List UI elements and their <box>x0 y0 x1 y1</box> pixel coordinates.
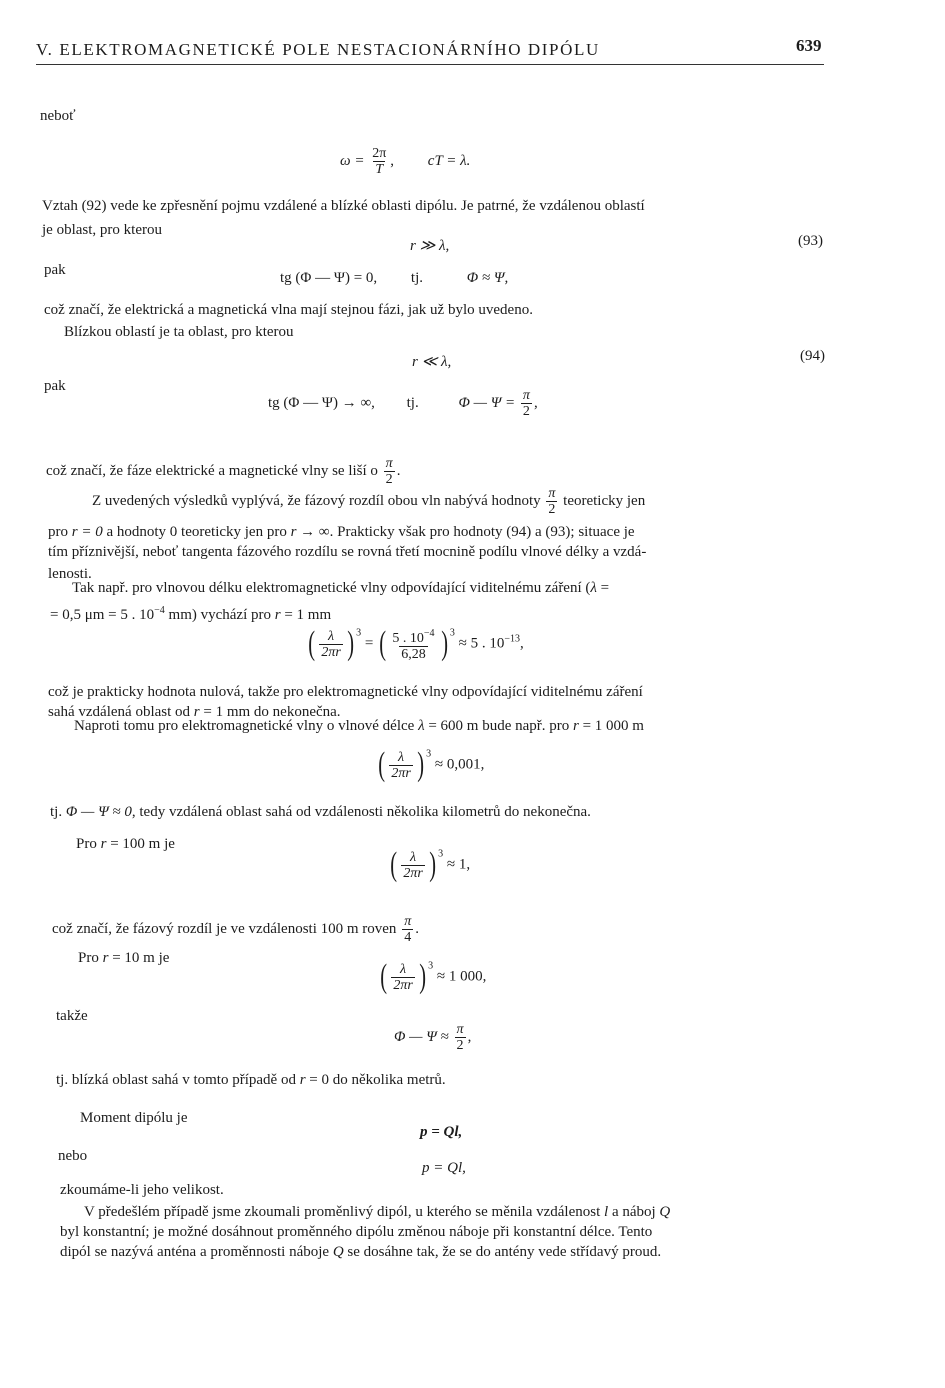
text-coz-3-2: sahá vzdálená oblast od r = 1 mm do nekonečna. <box>48 704 341 720</box>
text-nebot: neboť <box>40 108 76 124</box>
text-vpred-2: byl konstantní; je možné dosáhnout proměnného dipólu změnou náboje při konstantní délce. Tento <box>60 1224 653 1240</box>
text-tak-1: Tak např. pro vlnovou délku elektromagnetické vlny odpovídající viditelnému záření (λ = <box>72 580 610 596</box>
math-r-ll-lambda: r ≪ λ, <box>412 354 452 370</box>
text-blizkou: Blízkou oblastí je ta oblast, pro kterou <box>64 324 294 340</box>
equation-number-94: (94) <box>800 348 825 364</box>
page-number: 639 <box>796 36 822 55</box>
text-vztah-2: je oblast, pro kterou <box>42 222 162 238</box>
equation-radio-1000m: ( $\frac{\lambda}{2\pi r}$ ) $^3$ ≈ 0,001, <box>378 746 485 783</box>
running-header: V. ELEKTROMAGNETICKÉ POLE NESTACIONÁRNÍHO DIPÓLU <box>36 40 600 59</box>
math-tg-2: tg (Φ — Ψ) → ∞, tj. Φ — Ψ = $\frac{\pi}{2}$ , <box>268 388 538 419</box>
text-z-uvedenych-1: Z uvedených výsledků vyplývá, že fázový rozdíl obou vln nabývá hodnoty $\frac{\pi}{2}$ teoreticky jen <box>92 486 646 517</box>
text-takze: takže <box>56 1008 88 1024</box>
equation-omega: ω = $\frac{2\pi}{T}$ , cT = λ. <box>340 146 471 177</box>
text-tj-1: tj. Φ — Ψ ≈ 0, tedy vzdálená oblast sahá od vzdálenosti několika kilometrů do nekonečna. <box>50 804 591 820</box>
text-coz-3-1: což je prakticky hodnota nulová, takže pro elektromagnetické vlny odpovídající viditelnému záření <box>48 684 643 700</box>
math-r-gg-lambda: r ≫ λ, <box>410 238 450 254</box>
equation-100m: ( $\frac{\lambda}{2\pi r}$ ) $^3$ ≈ 1, <box>390 846 471 883</box>
text-zkoumame: zkoumáme-li jeho velikost. <box>60 1182 224 1198</box>
math-tg-1: tg (Φ — Ψ) = 0, tj. Φ ≈ Ψ, <box>280 270 509 286</box>
text-z-uvedenych-2: pro r = 0 a hodnoty 0 teoreticky jen pro r → ∞. Prakticky však pro hodnoty (94) a (93); situace je <box>48 524 635 540</box>
equation-number-93: (93) <box>798 233 823 249</box>
text-nebo: nebo <box>58 1148 88 1164</box>
text-pro-10: Pro r = 10 m je <box>78 950 170 966</box>
text-tak-2: = 0,5 μm = 5 . $10^{-4}$ mm) vychází pro r = 1 mm <box>50 605 332 623</box>
text-z-uvedenych-4: lenosti. <box>48 566 92 582</box>
text-coz-4: což značí, že fázový rozdíl je ve vzdálenosti 100 m roven $\frac{\pi}{4}$ . <box>52 914 419 945</box>
text-coz-2: což značí, že fáze elektrické a magnetické vlny se liší o $\frac{\pi}{2}$ . <box>46 456 401 487</box>
text-vpred-1: V předešlém případě jsme zkoumali proměnlivý dipól, u kterého se měnila vzdálenost l a náboj Q <box>84 1204 671 1220</box>
equation-visible-light: ( $\frac{\lambda}{2\pi r}$ ) $^3$ = ( $\frac{5 . 10^{-4}}{6,28}$ ) $^3$ ≈ 5 . $10^{-13}$, <box>308 625 524 662</box>
text-tj-2: tj. blízká oblast sahá v tomto případě od r = 0 do několika metrů. <box>56 1072 446 1088</box>
text-pak-2: pak <box>44 378 66 394</box>
text-naproti: Naproti tomu pro elektromagnetické vlny o vlnové délce λ = 600 m bude např. pro r = 1 000 m <box>74 718 644 734</box>
text-pak-1: pak <box>44 262 66 278</box>
text-pro-100: Pro r = 100 m je <box>76 836 175 852</box>
text-vztah-1: Vztah (92) vede ke zpřesnění pojmu vzdálené a blízké oblasti dipólu. Je patrné, že vzdálenou oblastí <box>42 198 645 214</box>
text-vpred-3: dipól se nazývá anténa a proměnnosti náboje Q se dosáhne tak, že se do antény vede střídavý proud. <box>60 1244 662 1260</box>
text-z-uvedenych-3: tím příznivější, neboť tangenta fázového rozdílu se rovná třetí mocnině podílu vlnové délky a vzdá- <box>48 544 647 560</box>
equation-phi-pi2: Φ — Ψ ≈ $\frac{\pi}{2}$ , <box>394 1022 472 1053</box>
math-p-scalar: p = Ql, <box>422 1160 466 1176</box>
text-moment: Moment dipólu je <box>80 1110 188 1126</box>
text-coz-1: což značí, že elektrická a magnetická vlna mají stejnou fázi, jak už bylo uvedeno. <box>44 302 533 318</box>
equation-10m: ( $\frac{\lambda}{2\pi r}$ ) $^3$ ≈ 1 000, <box>380 958 487 995</box>
header-rule <box>36 64 824 65</box>
math-p-vector: p = Ql, <box>420 1124 463 1140</box>
